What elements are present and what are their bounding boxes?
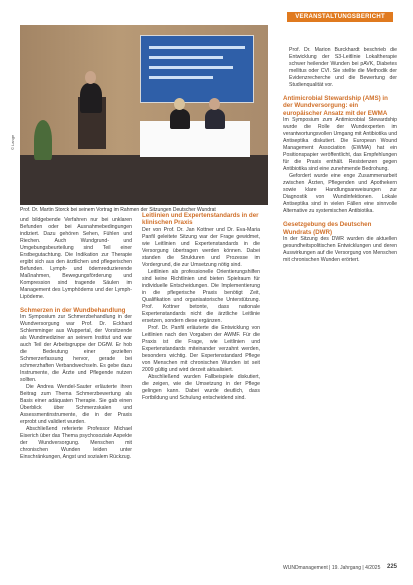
photo-caption: Prof. Dr. Martin Storck bei seinem Vortrag im Rahmen der Sitzungen Deutscher Wundrat [20,207,216,213]
panel-table [140,121,250,157]
paragraph: Abschließend referierte Professor Michael Eiserich über das Thema psychosoziale Aspekte der Wundversorgung. Menschen mit chronischen Wunden leiden unter Einschränkungen, Angst und sozialem Rückzug. [20,426,132,461]
paragraph: Leitlinien als professionelle Orientierungshilfen sind keine Richtlinien und bieten Spielraum für individuelle Entscheidungen. Die Implementierung in die pflegerische Praxis benötigt Zeit, Qualifikation und organisatorische Unterstützung. Prof. Kottner betonte, dass nationale Expertenstandards nicht die ärztliche Leitlinie ersetzen, sondern diese ergänzen. [142,268,260,324]
projection-screen [140,35,254,103]
page-number: 225 [386,564,397,570]
section-tag: VERANSTALTUNGSBERICHT [287,12,393,22]
paragraph: und bildgebende Verfahren nur bei unklaren Befunden oder bei Ausnahmebedingungen indiziert. Dazu gehören Sehen, Fühlen und Riechen. Auch Wundgrund- und Umgebungsbeurteilung sind Teil einer Erstbegutachtung. Die Indikation zur Therapie ergibt sich aus den ärztlichen und pflegerischen Befunden. Lymph- und ödemreduzierende Maßnahmen, Bewegungsförderung und Kompression sind tragende Säulen im Management des Lymphödems und der Lymph-Lipödeme. [20,217,132,300]
paragraph: Prof. Dr. Marion Burckhardt beschrieb die Entwicklung der S3-Leitlinie Lokaltherapie schwer heilender Wunden bei pAVK, Diabetes mellitus oder CVI. Sie stellte die Methodik der Evidenzrecherche und die Bewertung der Studienqualität vor. [289,47,397,88]
column-3 [283,47,397,264]
subheading: Leitlinien und Expertenstandards in der klinischen Praxis [142,212,259,227]
journal-reference: WUNDmanagement | 19. Jahrgang | 4/2025 [283,565,381,571]
column-1 [20,217,132,461]
paragraph: Der von Prof. Dr. Jan Kottner und Dr. Eva-Maria Panfil geleitete Sitzung war der Frage gewidmet, wie Leitlinien und Expertenstandards in die Versorgung übertragen werden können. Dabei standen die Strukturen und Prozesse im Vordergrund, die zur Umsetzung nötig sind. [142,226,260,268]
paragraph: Im Symposium zum Antimicrobial Stewardship wurde die Rolle der Wundexperten im verantwortungsvollen Umgang mit Antibiotika und Antiseptika diskutiert. Die European Wound Management Association (EWMA) hat ein Positionspapier veröffentlicht, das Empfehlungen für die Praxis enthält. Resistenzen gegen Antibiotika sind eine zunehmende Bedrohung. [283,117,397,173]
subheading: Antimicrobial Stewardship (AMS) in der Wundversorgung: ein europäischer Ansatz mit der EWMA [283,95,388,117]
page-footer [283,565,397,571]
subheading: Gesetzgebung des Deutschen Wundrats (DWR) [283,221,372,236]
paragraph: Abschließend wurden Fallbeispiele diskutiert, die zeigen, wie die Umsetzung in der Pflege gelingen kann. Dabei wurde deutlich, dass Fortbildung und Schulung entscheidend sind. [142,373,260,401]
paragraph: Prof. Dr. Panfil erläuterte die Entwicklung von Leitlinien nach den Vorgaben der AWMF. Für die Praxis ist die Frage, wie Leitlinien und Expertenstandards miteinander verzahnt werden, besonders wichtig. Der Expertenstandard Pflege von Menschen mit chronischen Wunden ist seit 2009 gültig und wird derzeit aktualisiert. [142,324,260,373]
column-2 [142,212,260,402]
paragraph: Im Symposium zur Schmerzbehandlung in der Wundversorgung war Prof. Dr. Eckhard Schlemminger aus Wuppertal, der Vorsitzende als Wundmediziner an seinem Institut und war auch Teil der Arbeitsgruppe der DGfW. Er hob die Bedeutung einer gezielten Schmerzerfassung hervor, gerade bei schmerzhaften Verbandwechseln. Es gebe dazu Instrumente, die Ärzte und Pflegende nutzen sollten. [20,314,132,384]
paragraph: In der Sitzung des DWR wurden die aktuellen gesundheitspolitischen Entwicklungen und deren Auswirkungen auf die Versorgung von Menschen mit chronischen Wunden erörtert. [283,236,397,264]
event-photo [20,25,268,205]
paragraph: Gefordert wurde eine enge Zusammenarbeit zwischen Ärzten, Pflegenden und Apothekern sowie klare Handlungsanweisungen zur Diagnostik von Wundinfektionen. Lokale Antiseptika sind in vielen Fällen eine sinnvolle Alternative zu systemischen Antibiotika. [283,173,397,215]
photo-credit: © Lange [10,134,15,150]
subheading: Schmerzen in der Wundbehandlung [20,307,126,314]
paragraph: Die Andrea Wendel-Sauter erläuterte ihren Beitrag zum Thema Schmerzbewertung als Basis einer adäquaten Therapie. Sie gab einen Überblick über Schmerzskalen und Assessmentinstrumente, die in der Praxis erprobt und validiert wurden. [20,384,132,426]
